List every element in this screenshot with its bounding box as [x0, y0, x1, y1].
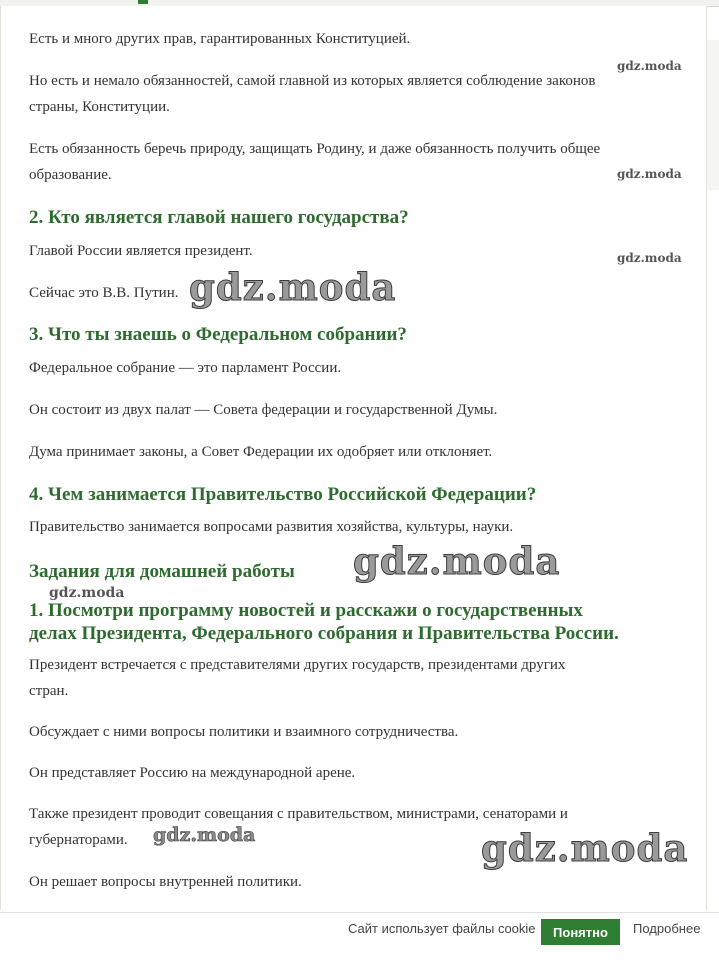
watermark-logo: gdz.moda	[49, 585, 125, 601]
watermark-logo: gdz.moda	[617, 167, 682, 181]
paragraph: Дума принимает законы, а Совет Федерации их одобряет или отклоняет.	[29, 444, 493, 460]
paragraph: Но есть и немало обязанностей, самой главной из которых является соблюдение законов	[29, 73, 596, 89]
paragraph: Есть и много других прав, гарантированных Конституцией.	[29, 31, 411, 47]
watermark-logo-large: gdz.moda	[481, 826, 689, 870]
paragraph: Правительство занимается вопросами развития хозяйства, культуры, науки.	[29, 519, 514, 535]
cookie-more-link[interactable]: Подробнее	[633, 921, 701, 936]
paragraph: Президент встречается с представителями других государств, президентами других	[29, 657, 566, 673]
paragraph: стран.	[29, 683, 69, 699]
cookie-accept-button[interactable]: Понятно	[541, 919, 620, 945]
homework-heading: Задания для домашней работы	[29, 561, 295, 582]
homework-task-heading-cont: делах Президента, Федерального собрания и Правительства России.	[29, 623, 619, 644]
cookie-message: Сайт использует файлы cookie	[348, 921, 536, 936]
paragraph: Он представляет Россию на международной арене.	[29, 765, 356, 781]
question-heading-4: 4. Чем занимается Правительство Российской Федерации?	[29, 484, 537, 505]
watermark-logo-large: gdz.moda	[353, 539, 561, 583]
paragraph: губернаторами.	[29, 832, 128, 848]
paragraph: Обсуждает с ними вопросы политики и взаимного сотрудничества.	[29, 724, 459, 740]
toolbar-chip	[138, 0, 148, 4]
article-frame	[0, 6, 707, 910]
paragraph: Он решает вопросы внутренней политики.	[29, 874, 302, 890]
watermark-logo: gdz.moda	[617, 251, 682, 265]
cookie-bar	[0, 912, 719, 965]
watermark-logo: gdz.moda	[617, 59, 682, 73]
question-heading-3: 3. Что ты знаешь о Федеральном собрании?	[29, 324, 407, 345]
paragraph: Главой России является президент.	[29, 243, 253, 259]
paragraph: Также президент проводит совещания с правительством, министрами, сенаторами и	[29, 806, 568, 822]
paragraph: образование.	[29, 167, 112, 183]
side-panel-edge	[706, 40, 719, 190]
watermark-logo: gdz.moda	[153, 824, 256, 846]
paragraph: Есть обязанность беречь природу, защищать Родину, и даже обязанность получить общее	[29, 141, 601, 157]
homework-task-heading: 1. Посмотри программу новостей и расскажи о государственных	[29, 600, 583, 621]
paragraph: Сейчас это В.В. Путин.	[29, 285, 179, 301]
paragraph: Федеральное собрание — это парламент России.	[29, 360, 342, 376]
question-heading-2: 2. Кто является главой нашего государства?	[29, 207, 409, 228]
paragraph: страны, Конституции.	[29, 99, 170, 115]
watermark-logo-large: gdz.moda	[189, 265, 397, 309]
paragraph: Он состоит из двух палат — Совета федерации и государственной Думы.	[29, 402, 498, 418]
